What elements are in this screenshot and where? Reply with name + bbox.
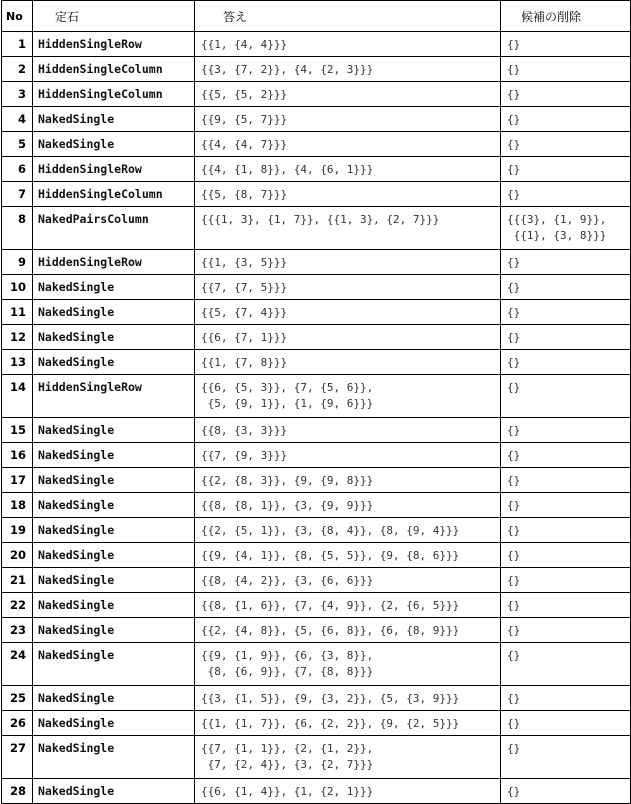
table-row [2,157,631,182]
removal-cell: {} [501,418,631,443]
removal-cell: {} [501,300,631,325]
table-row [2,568,631,593]
technique-name: HiddenSingleRow [33,250,195,275]
table-row [2,643,631,686]
removal-cell: {} [501,518,631,543]
row-number: 22 [2,593,33,618]
row-number: 23 [2,618,33,643]
table-row [2,443,631,468]
answer-cell: {{8, {1, 6}}, {7, {4, 9}}, {2, {6, 5}}} [195,593,501,618]
table-row [2,132,631,157]
removal-cell: {} [501,32,631,57]
answer-cell: {{9, {5, 7}}} [195,107,501,132]
table-row [2,82,631,107]
technique-name: HiddenSingleRow [33,32,195,57]
answer-cell: {{1, {7, 8}}} [195,350,501,375]
technique-name: NakedSingle [33,275,195,300]
table-row [2,593,631,618]
removal-cell: {{{3}, {1, 9}}, {{1}, {3, 8}}} [501,207,631,250]
row-number: 28 [2,779,33,804]
table-row [2,736,631,779]
answer-cell: {{7, {7, 5}}} [195,275,501,300]
table-row [2,107,631,132]
row-number: 19 [2,518,33,543]
table-row [2,57,631,82]
answer-cell: {{6, {7, 1}}} [195,325,501,350]
row-number: 17 [2,468,33,493]
header-row [2,1,631,32]
removal-cell: {} [501,593,631,618]
row-number: 5 [2,132,33,157]
row-number: 4 [2,107,33,132]
row-number: 20 [2,543,33,568]
removal-cell: {} [501,568,631,593]
table-row [2,275,631,300]
answer-cell: {{4, {4, 7}}} [195,132,501,157]
row-number: 26 [2,711,33,736]
answer-cell: {{5, {8, 7}}} [195,182,501,207]
row-number: 16 [2,443,33,468]
technique-name: HiddenSingleColumn [33,57,195,82]
row-number: 6 [2,157,33,182]
answer-cell: {{2, {4, 8}}, {5, {6, 8}}, {6, {8, 9}}} [195,618,501,643]
table-row [2,182,631,207]
table-row [2,350,631,375]
technique-name: HiddenSingleColumn [33,182,195,207]
answer-cell: {{{1, 3}, {1, 7}}, {{1, 3}, {2, 7}}} [195,207,501,250]
row-number: 18 [2,493,33,518]
removal-cell: {} [501,82,631,107]
answer-cell: {{1, {4, 4}}} [195,32,501,57]
row-number: 3 [2,82,33,107]
answer-cell: {{8, {3, 3}}} [195,418,501,443]
table-row [2,686,631,711]
technique-name: NakedSingle [33,107,195,132]
technique-name: NakedSingle [33,418,195,443]
row-number: 11 [2,300,33,325]
table-row [2,375,631,418]
answer-cell: {{6, {5, 3}}, {7, {5, 6}}, {5, {9, 1}}, {1, {9, 6}}} [195,375,501,418]
table-row [2,543,631,568]
table-row [2,711,631,736]
answer-cell: {{1, {1, 7}}, {6, {2, 2}}, {9, {2, 5}}} [195,711,501,736]
technique-name: NakedSingle [33,736,195,779]
row-number: 25 [2,686,33,711]
removal-cell: {} [501,107,631,132]
header-answer: 答え [195,1,501,32]
technique-name: NakedSingle [33,543,195,568]
answer-cell: {{8, {8, 1}}, {3, {9, 9}}} [195,493,501,518]
technique-name: NakedSingle [33,643,195,686]
answer-cell: {{2, {5, 1}}, {3, {8, 4}}, {8, {9, 4}}} [195,518,501,543]
row-number: 13 [2,350,33,375]
row-number: 14 [2,375,33,418]
answer-cell: {{7, {9, 3}}} [195,443,501,468]
table-row [2,493,631,518]
technique-name: HiddenSingleColumn [33,82,195,107]
table-row [2,418,631,443]
technique-name: NakedSingle [33,132,195,157]
technique-name: HiddenSingleRow [33,157,195,182]
removal-cell: {} [501,57,631,82]
answer-cell: {{5, {7, 4}}} [195,300,501,325]
answer-cell: {{3, {1, 5}}, {9, {3, 2}}, {5, {3, 9}}} [195,686,501,711]
header-no: No [2,1,33,32]
removal-cell: {} [501,543,631,568]
table-row [2,250,631,275]
answer-cell: {{4, {1, 8}}, {4, {6, 1}}} [195,157,501,182]
table-row [2,207,631,250]
removal-cell: {} [501,250,631,275]
table-row [2,468,631,493]
table-row [2,518,631,543]
row-number: 27 [2,736,33,779]
row-number: 9 [2,250,33,275]
removal-cell: {} [501,182,631,207]
removal-cell: {} [501,711,631,736]
technique-name: NakedSingle [33,618,195,643]
technique-name: NakedSingle [33,443,195,468]
row-number: 8 [2,207,33,250]
technique-name: NakedSingle [33,300,195,325]
removal-cell: {} [501,736,631,779]
header-technique: 定石 [33,1,195,32]
row-number: 24 [2,643,33,686]
removal-cell: {} [501,157,631,182]
technique-name: NakedSingle [33,518,195,543]
answer-cell: {{3, {7, 2}}, {4, {2, 3}}} [195,57,501,82]
answer-cell: {{7, {1, 1}}, {2, {1, 2}}, {7, {2, 4}}, {3, {2, 7}}} [195,736,501,779]
answer-cell: {{2, {8, 3}}, {9, {9, 8}}} [195,468,501,493]
sudoku-steps-table [1,0,631,804]
answer-cell: {{9, {1, 9}}, {6, {3, 8}}, {8, {6, 9}}, {7, {8, 8}}} [195,643,501,686]
row-number: 2 [2,57,33,82]
technique-name: NakedSingle [33,779,195,804]
answer-cell: {{8, {4, 2}}, {3, {6, 6}}} [195,568,501,593]
removal-cell: {} [501,443,631,468]
removal-cell: {} [501,325,631,350]
answer-cell: {{9, {4, 1}}, {8, {5, 5}}, {9, {8, 6}}} [195,543,501,568]
answer-cell: {{5, {5, 2}}} [195,82,501,107]
removal-cell: {} [501,686,631,711]
removal-cell: {} [501,779,631,804]
removal-cell: {} [501,132,631,157]
table-row [2,325,631,350]
removal-cell: {} [501,468,631,493]
header-candidate-removal: 候補の削除 [501,1,631,32]
technique-name: NakedSingle [33,568,195,593]
removal-cell: {} [501,493,631,518]
removal-cell: {} [501,275,631,300]
technique-name: NakedSingle [33,593,195,618]
table-row [2,300,631,325]
technique-name: HiddenSingleRow [33,375,195,418]
answer-cell: {{6, {1, 4}}, {1, {2, 1}}} [195,779,501,804]
row-number: 10 [2,275,33,300]
technique-name: NakedSingle [33,350,195,375]
technique-name: NakedSingle [33,325,195,350]
table-row [2,618,631,643]
table-row [2,32,631,57]
row-number: 7 [2,182,33,207]
removal-cell: {} [501,618,631,643]
row-number: 12 [2,325,33,350]
answer-cell: {{1, {3, 5}}} [195,250,501,275]
technique-name: NakedSingle [33,468,195,493]
technique-name: NakedSingle [33,686,195,711]
technique-name: NakedSingle [33,493,195,518]
removal-cell: {} [501,643,631,686]
row-number: 1 [2,32,33,57]
removal-cell: {} [501,350,631,375]
row-number: 15 [2,418,33,443]
table-body [2,32,631,804]
removal-cell: {} [501,375,631,418]
technique-name: NakedSingle [33,711,195,736]
row-number: 21 [2,568,33,593]
technique-name: NakedPairsColumn [33,207,195,250]
